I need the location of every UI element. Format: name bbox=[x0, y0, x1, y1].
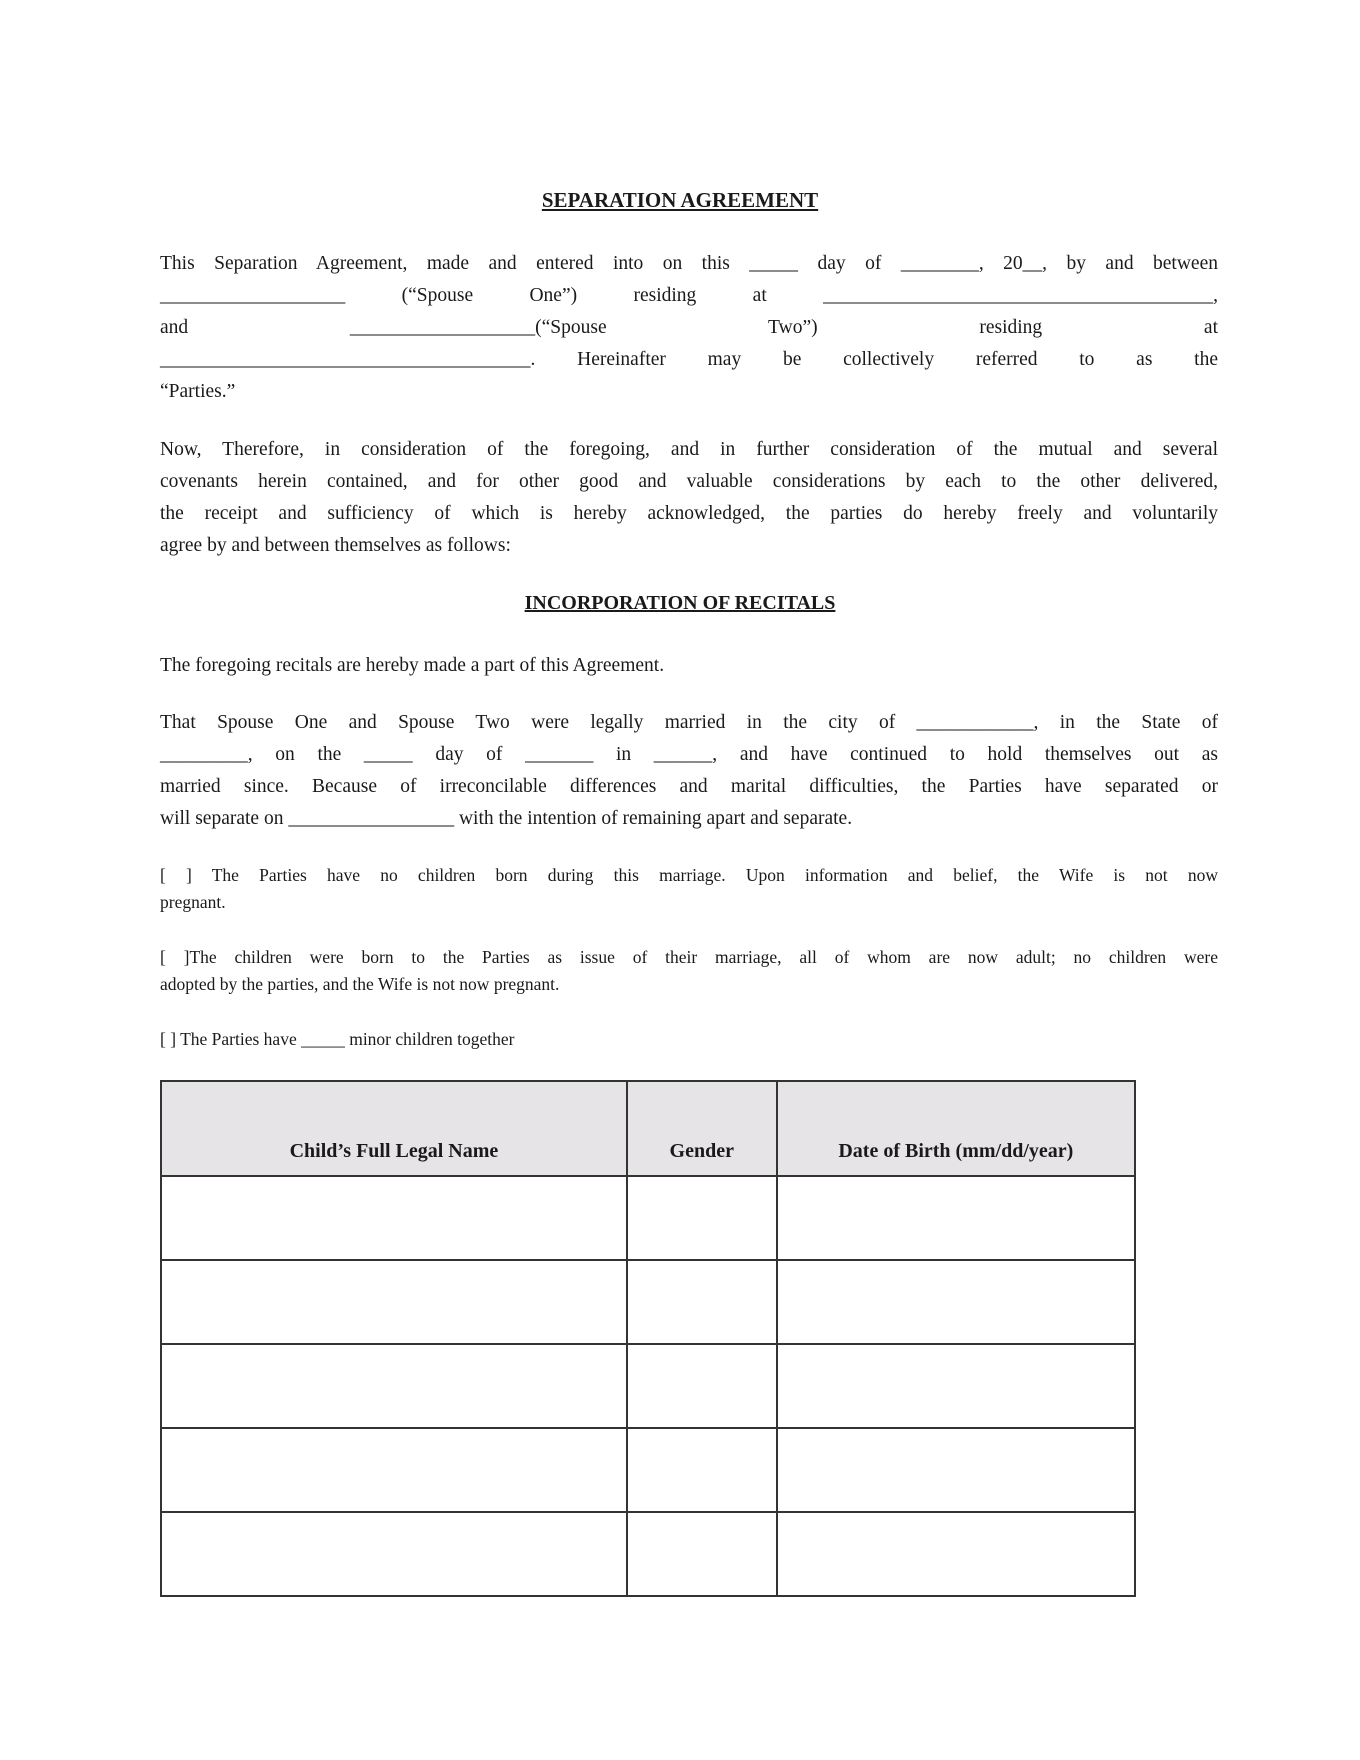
recitals-paragraph bbox=[160, 650, 1218, 682]
document-title: SEPARATION AGREEMENT bbox=[541, 188, 819, 212]
table-row bbox=[161, 1512, 1135, 1596]
name-cell[interactable] bbox=[161, 1428, 627, 1512]
text-line: pregnant. bbox=[160, 892, 226, 912]
text-line: _________, on the _____ day of _______ in ______, and have continued to hold themselves out as bbox=[160, 744, 1218, 765]
gender-cell[interactable] bbox=[627, 1344, 777, 1428]
text-line: This Separation Agreement, made and entered into on this _____ day of ________, 20__, by and between bbox=[160, 253, 1218, 274]
gender-cell[interactable] bbox=[627, 1428, 777, 1512]
table-row bbox=[161, 1260, 1135, 1344]
table-header-row bbox=[161, 1081, 1135, 1176]
text-line: married since. Because of irreconcilable differences and marital difficulties, the Parties have separated or bbox=[160, 776, 1218, 797]
gender-cell[interactable] bbox=[627, 1260, 777, 1344]
dob-cell[interactable] bbox=[777, 1176, 1135, 1260]
text-line: [ ] The Parties have _____ minor children together bbox=[160, 1029, 515, 1049]
table-row bbox=[161, 1428, 1135, 1512]
marriage-paragraph bbox=[160, 707, 1218, 835]
column-header-gender: Gender bbox=[627, 1081, 777, 1176]
option-minor-children[interactable] bbox=[160, 1026, 1218, 1053]
text-line: will separate on _________________ with the intention of remaining apart and separate. bbox=[160, 808, 853, 829]
option-adult-children[interactable] bbox=[160, 944, 1218, 998]
text-line: ______________________________________. Hereinafter may be collectively referred to as the bbox=[160, 349, 1218, 370]
text-line: adopted by the parties, and the Wife is not now pregnant. bbox=[160, 974, 560, 994]
section-heading: INCORPORATION OF RECITALS bbox=[524, 592, 836, 614]
children-table bbox=[160, 1080, 1136, 1597]
text-line: [ ]The children were born to the Parties as issue of their marriage, all of whom are now adult; no children were bbox=[160, 947, 1218, 967]
text-line: and ___________________(“Spouse Two”) residing at bbox=[160, 317, 1218, 338]
text-line: [ ] The Parties have no children born during this marriage. Upon information and belief, the Wife is not now bbox=[160, 865, 1218, 885]
text-line: Now, Therefore, in consideration of the foregoing, and in further consideration of the mutual and several bbox=[160, 439, 1218, 460]
name-cell[interactable] bbox=[161, 1512, 627, 1596]
name-cell[interactable] bbox=[161, 1260, 627, 1344]
intro-paragraph bbox=[160, 248, 1218, 408]
gender-cell[interactable] bbox=[627, 1176, 777, 1260]
text-line: “Parties.” bbox=[160, 381, 236, 402]
dob-cell[interactable] bbox=[777, 1260, 1135, 1344]
text-line: the receipt and sufficiency of which is hereby acknowledged, the parties do hereby freely and voluntarily bbox=[160, 503, 1218, 524]
gender-cell[interactable] bbox=[627, 1512, 777, 1596]
text-line: covenants herein contained, and for other good and valuable considerations by each to the other delivered, bbox=[160, 471, 1218, 492]
table-row bbox=[161, 1344, 1135, 1428]
name-cell[interactable] bbox=[161, 1344, 627, 1428]
column-header-name: Child’s Full Legal Name bbox=[161, 1081, 627, 1176]
now-therefore-paragraph bbox=[160, 434, 1218, 562]
text-line: ___________________ (“Spouse One”) residing at ________________________________________, bbox=[160, 285, 1218, 306]
table-row bbox=[161, 1176, 1135, 1260]
text-line: That Spouse One and Spouse Two were legally married in the city of ____________, in the State of bbox=[160, 712, 1218, 733]
text-line: agree by and between themselves as follows: bbox=[160, 535, 511, 556]
name-cell[interactable] bbox=[161, 1176, 627, 1260]
column-header-dob: Date of Birth (mm/dd/year) bbox=[777, 1081, 1135, 1176]
dob-cell[interactable] bbox=[777, 1428, 1135, 1512]
dob-cell[interactable] bbox=[777, 1512, 1135, 1596]
option-no-children[interactable] bbox=[160, 862, 1218, 916]
text-line: The foregoing recitals are hereby made a part of this Agreement. bbox=[160, 655, 665, 676]
dob-cell[interactable] bbox=[777, 1344, 1135, 1428]
